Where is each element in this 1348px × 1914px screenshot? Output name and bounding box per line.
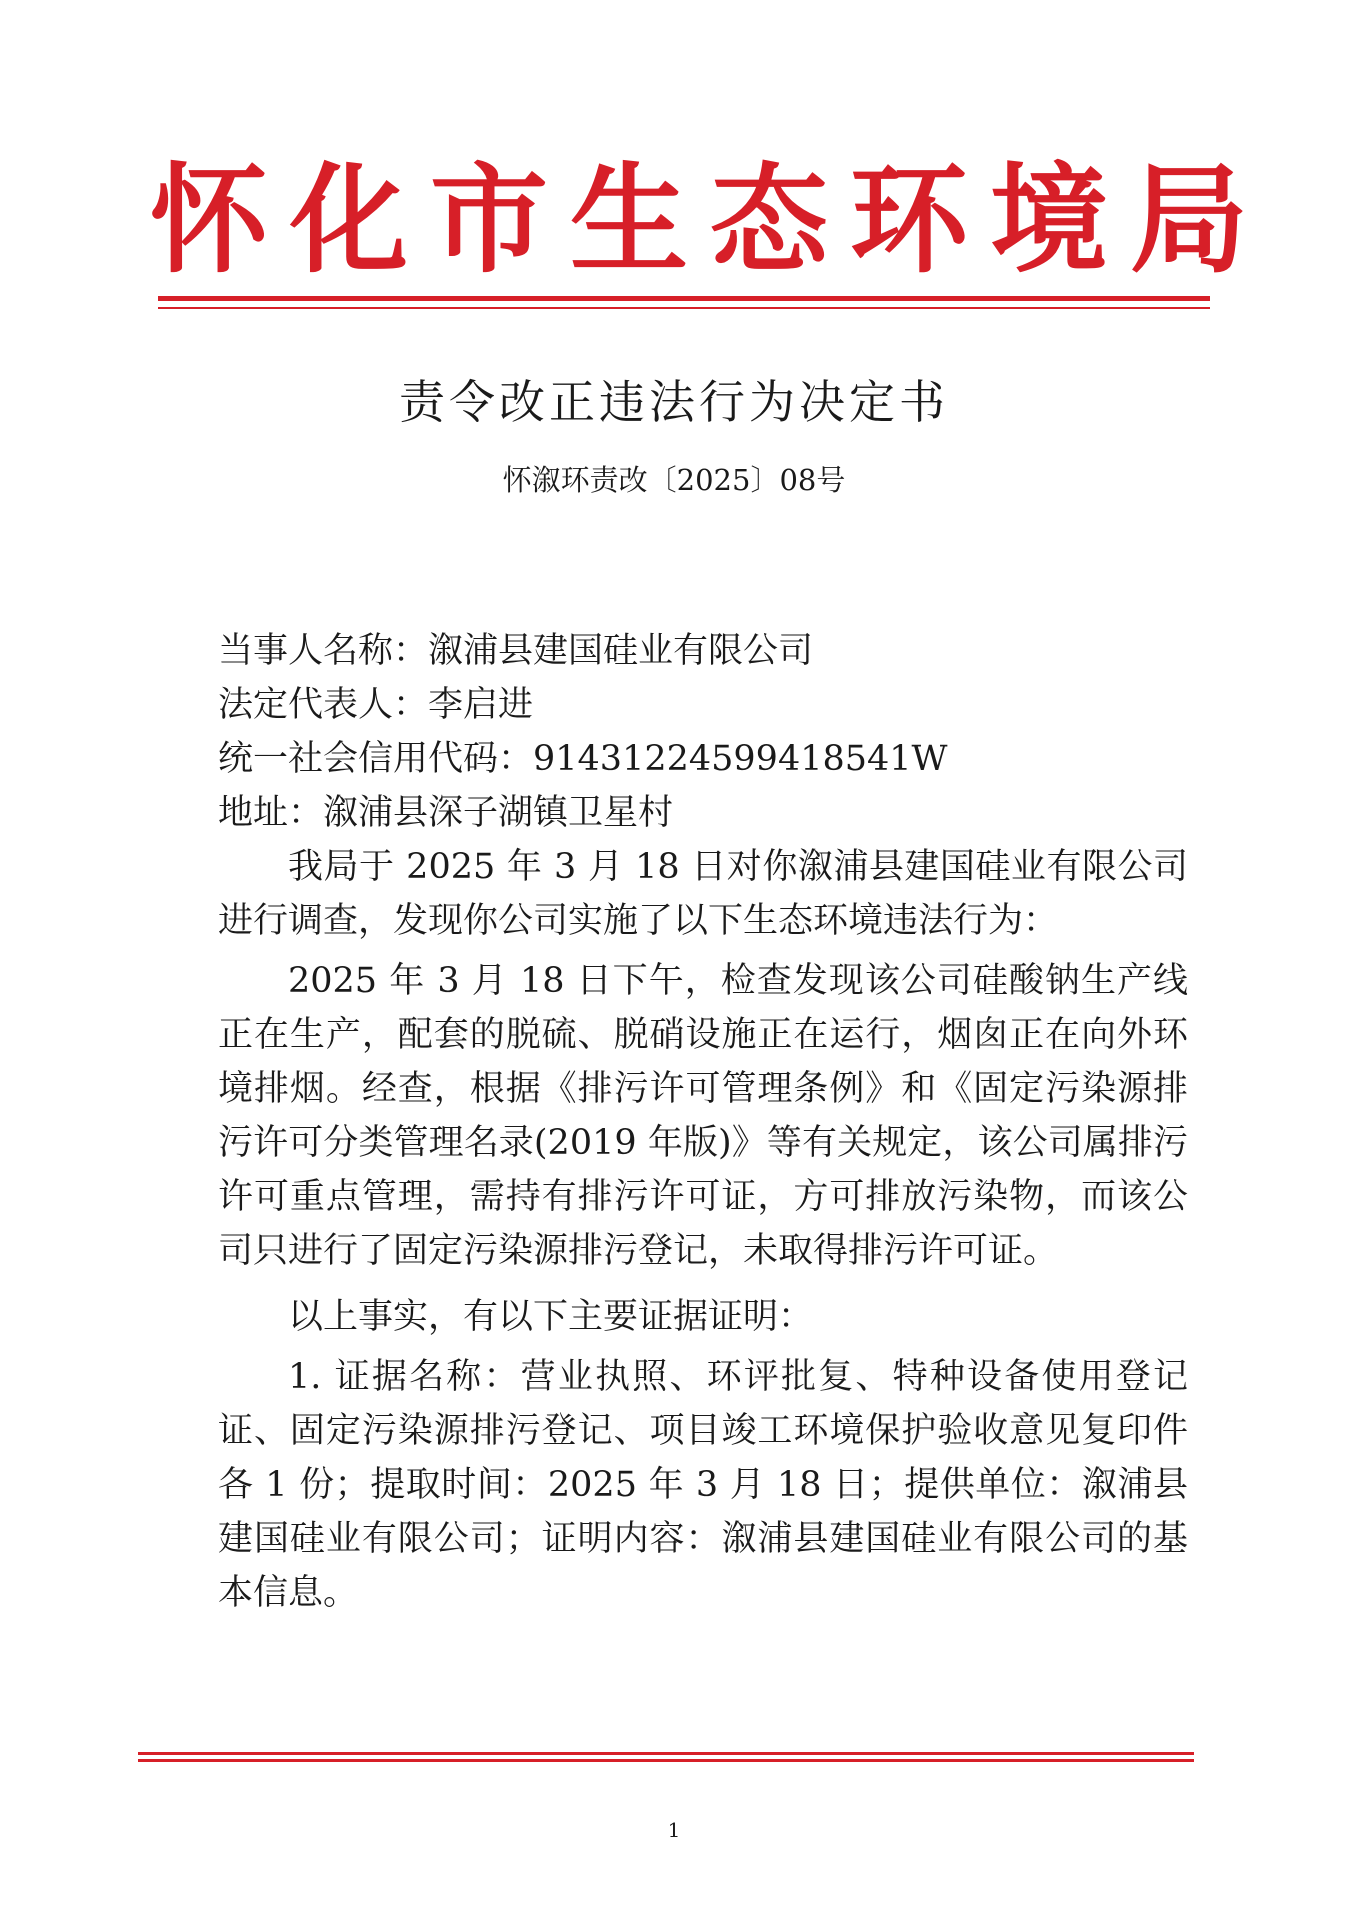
facts-paragraph: 2025 年 3 月 18 日下午，检查发现该公司硅酸钠生产线正在生产，配套的脱硫、脱硝设施正在运行，烟囱正在向外环境排烟。经查，根据《排污许可管理条例》和《固定污染源排污许可分类管理名录(2019 年版)》等有关规定，该公司属排污许可重点管理，需持有排污许可证，方可排放污染物，而该公司只进行了固定污染源排污登记，未取得排污许可证。 bbox=[218, 961, 1188, 1271]
red-header-rule bbox=[158, 296, 1210, 301]
credit-code: 统一社会信用代码：91431224599418541W bbox=[218, 739, 948, 779]
evidence-item-1: 1. 证据名称：营业执照、环评批复、特种设备使用登记证、固定污染源排污登记、项目竣工环境保护验收意见复印件各 1 份；提取时间：2025 年 3 月 18 日；提供单位：溆浦县建国硅业有限公司；证明内容：溆浦县建国硅业有限公司的基本信息。 bbox=[218, 1357, 1188, 1613]
document-number: 怀溆环责改〔2025〕08号 bbox=[502, 463, 846, 497]
party-name: 当事人名称：溆浦县建国硅业有限公司 bbox=[218, 631, 814, 671]
evidence-intro-paragraph: 以上事实，有以下主要证据证明： bbox=[288, 1297, 814, 1337]
intro-paragraph: 我局于 2025 年 3 月 18 日对你溆浦县建国硅业有限公司进行调查，发现你公司实施了以下生态环境违法行为： bbox=[218, 847, 1188, 941]
document-body bbox=[218, 624, 1188, 1620]
legal-representative: 法定代表人：李启进 bbox=[218, 685, 534, 725]
page-number: 1 bbox=[667, 1818, 681, 1842]
party-address: 地址：溆浦县深子湖镇卫星村 bbox=[218, 793, 674, 833]
organization-header: 怀化市生态环境局 bbox=[150, 151, 1271, 289]
document-title: 责令改正违法行为决定书 bbox=[399, 375, 949, 429]
red-footer-rule bbox=[138, 1752, 1194, 1755]
